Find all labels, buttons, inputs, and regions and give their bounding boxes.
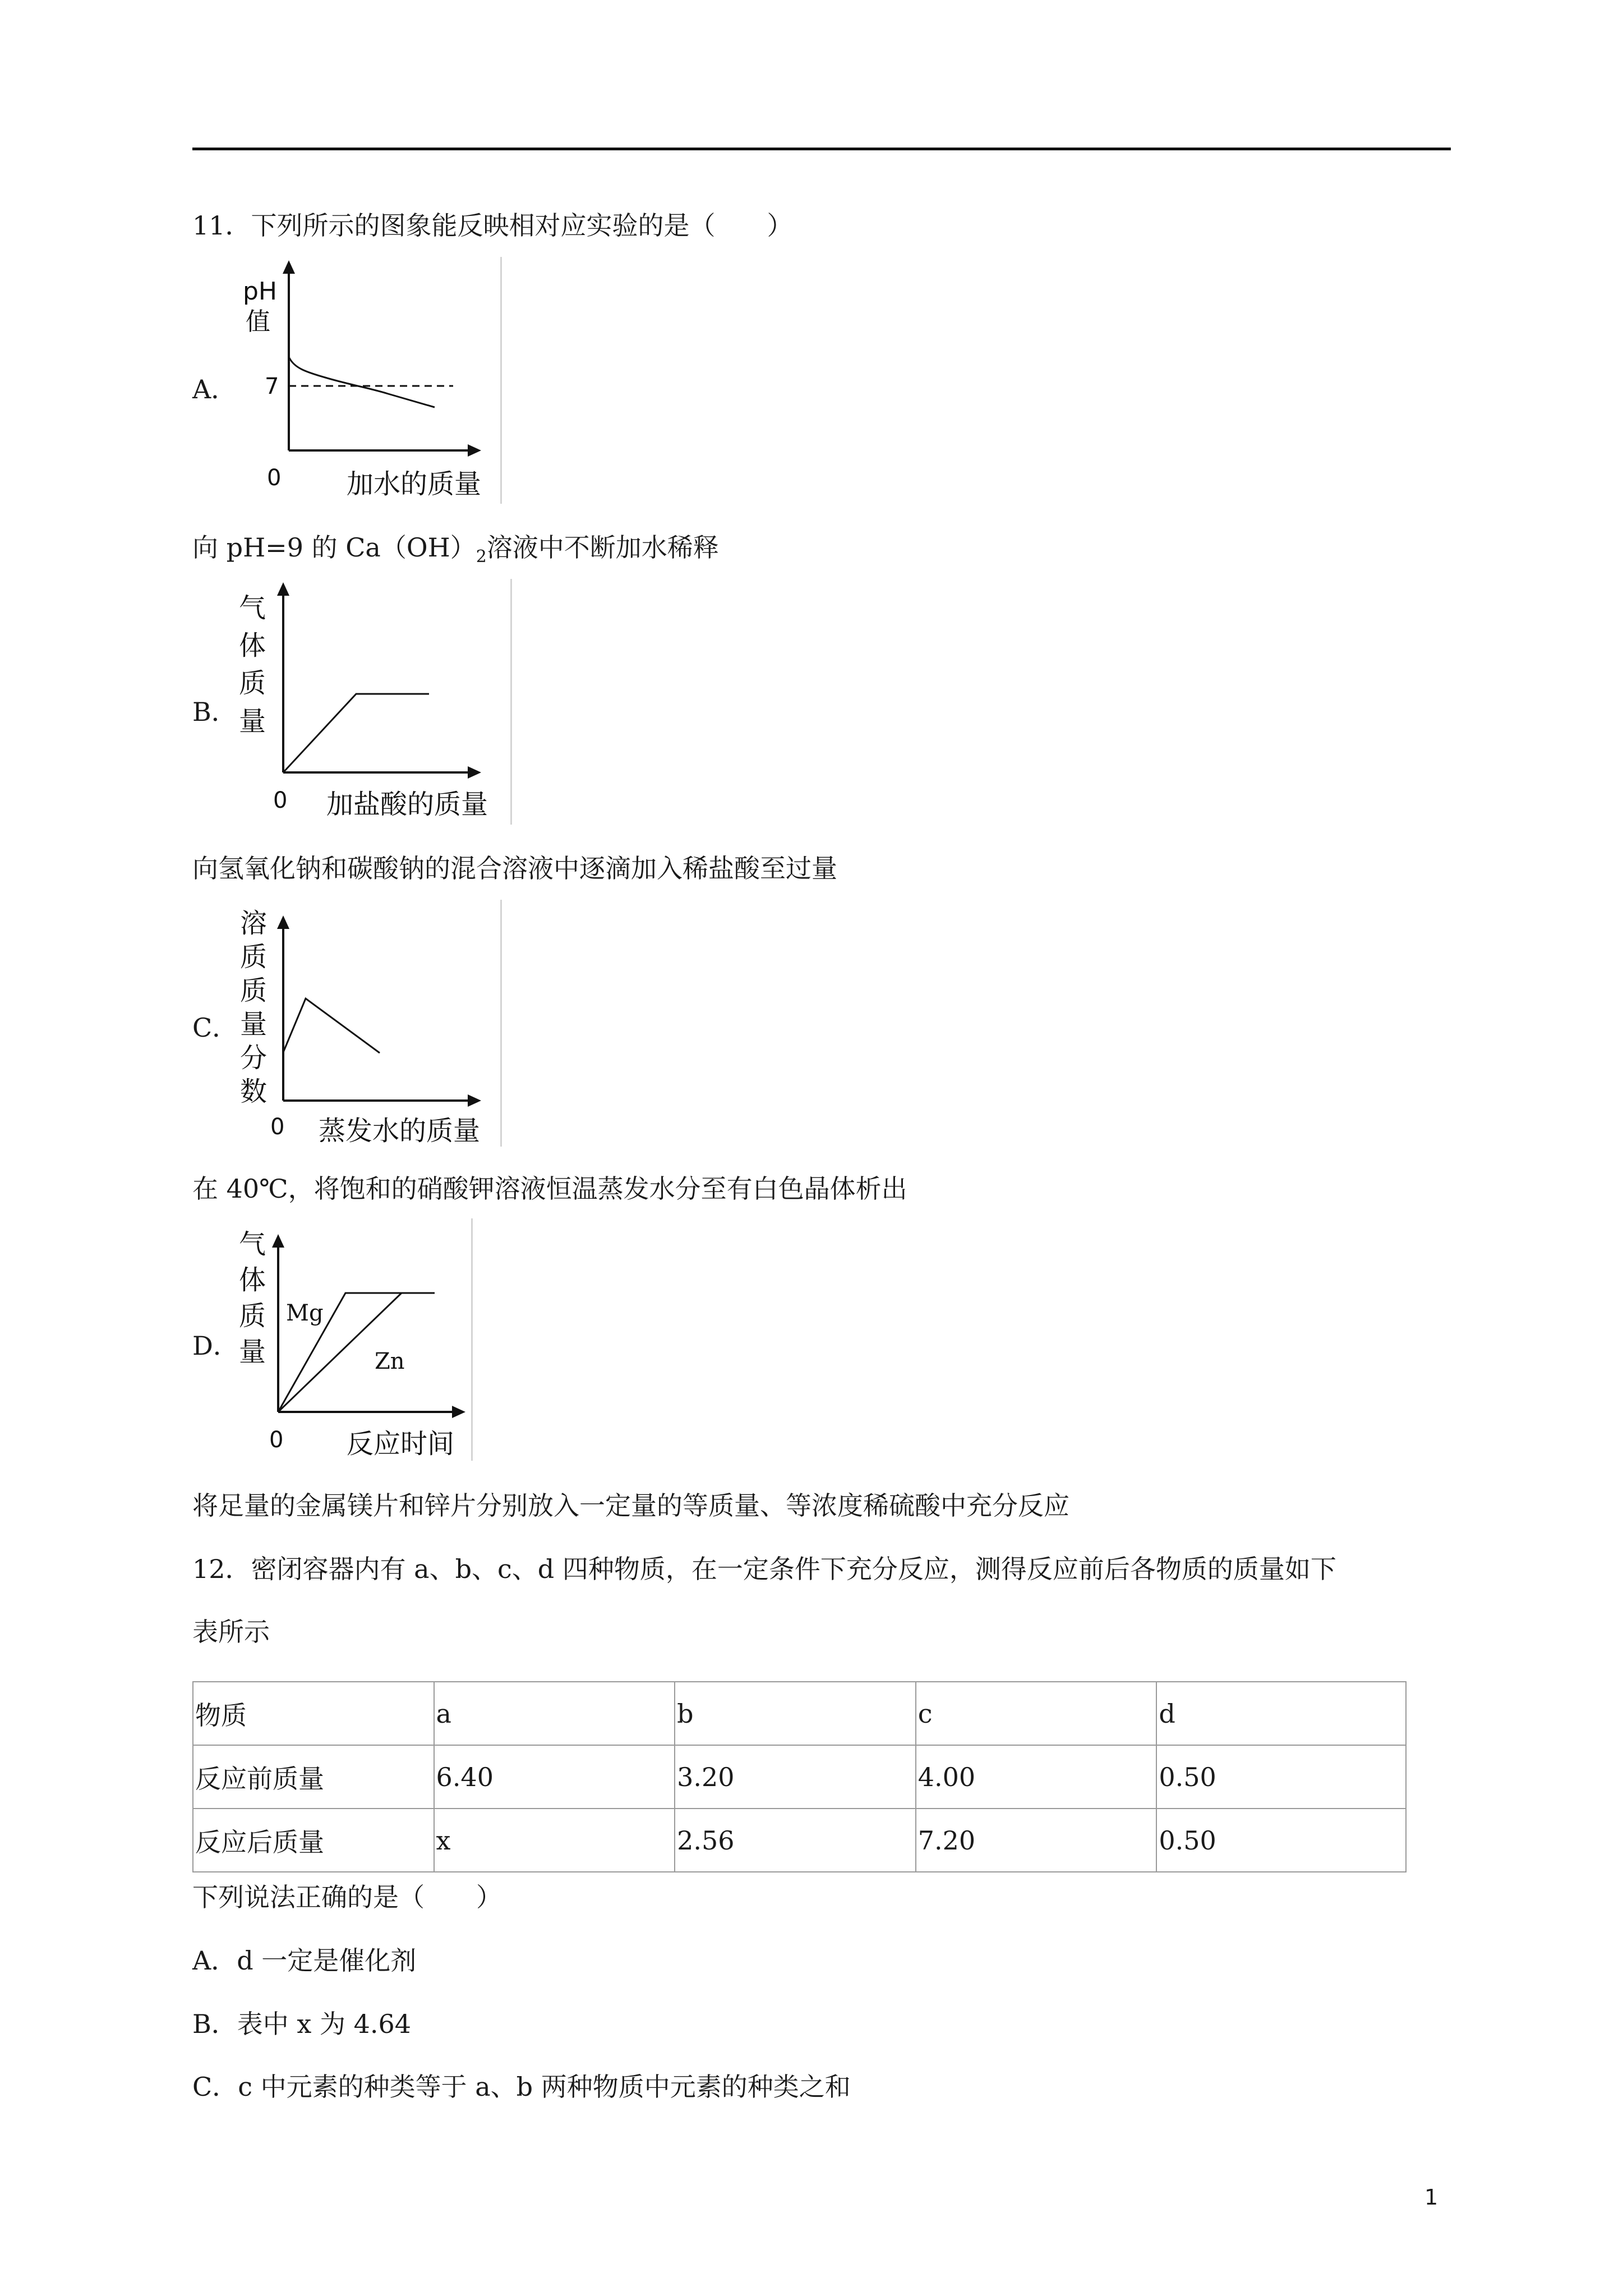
- graph-c-curve: [283, 999, 380, 1053]
- table-cell: 物质: [193, 1682, 434, 1745]
- graph-c-ylabel-6: 数: [240, 1076, 268, 1107]
- graph-d-xlabel: 反应时间: [347, 1428, 455, 1460]
- graph-c-x-arrow: [468, 1094, 481, 1107]
- table-row: [193, 1745, 1406, 1809]
- q12-stem-line-1: 12．密闭容器内有 a、b、c、d 四种物质，在一定条件下充分反应，测得反应前后各物质的质量如下: [192, 1554, 1336, 1584]
- option-b-caption: 向氢氧化钠和碳酸钠的混合溶液中逐滴加入稀盐酸至过量: [192, 853, 837, 884]
- option-d-letter: D．: [192, 1331, 239, 1361]
- graph-d-y-arrow: [272, 1234, 284, 1248]
- table-cell: c: [916, 1682, 1157, 1745]
- graph-d-ylabel-3: 质: [239, 1300, 266, 1332]
- table-cell: 反应前质量: [193, 1745, 434, 1809]
- q12-question: 下列说法正确的是（ ）: [192, 1882, 502, 1912]
- graph-a: [236, 257, 502, 504]
- table-cell: 反应后质量: [193, 1809, 434, 1872]
- graph-a-y-arrow: [283, 260, 295, 274]
- graph-a-curve: [289, 358, 435, 407]
- table-cell: 0.50: [1156, 1809, 1406, 1872]
- graph-d-series-mg: Mg: [286, 1300, 324, 1326]
- graph-d-ylabel-1: 气: [239, 1228, 266, 1260]
- table-cell: 7.20: [916, 1809, 1157, 1872]
- header-rule: [192, 148, 1451, 150]
- graph-a-x-arrow: [468, 444, 481, 457]
- graph-a-ylabel-2: 值: [246, 307, 270, 336]
- graph-d-origin: 0: [269, 1427, 284, 1453]
- graph-d-x-arrow: [452, 1406, 465, 1418]
- graph-b-y-arrow: [277, 582, 289, 596]
- option-c-letter: C．: [192, 1013, 238, 1043]
- graph-a-y-tick-7: 7: [265, 374, 279, 399]
- graph-b-ylabel-2: 体: [239, 630, 266, 661]
- table-header-row: [193, 1682, 1406, 1745]
- q12-choice-b: B．表中 x 为 4.64: [192, 2009, 412, 2039]
- table-cell: a: [434, 1682, 675, 1745]
- graph-d: [236, 1218, 473, 1461]
- graph-c-ylabel-1: 溶: [240, 908, 268, 939]
- graph-a-xlabel: 加水的质量: [347, 468, 482, 500]
- table-cell: x: [434, 1809, 675, 1872]
- table-cell: 3.20: [675, 1745, 916, 1809]
- graph-c-ylabel-5: 分: [240, 1042, 268, 1074]
- graph-b: [236, 579, 512, 825]
- graph-a-origin: 0: [267, 465, 282, 491]
- page-number: 1: [1424, 2185, 1438, 2210]
- option-c-caption: 在 40℃，将饱和的硝酸钾溶液恒温蒸发水分至有白色晶体析出: [192, 1174, 907, 1204]
- table-cell: 2.56: [675, 1809, 916, 1872]
- graph-b-x-arrow: [468, 766, 481, 779]
- option-d-caption: 将足量的金属镁片和锌片分别放入一定量的等质量、等浓度稀硫酸中充分反应: [192, 1490, 1069, 1521]
- table-cell: 0.50: [1156, 1745, 1406, 1809]
- q12-stem-line-2: 表所示: [192, 1617, 270, 1647]
- graph-c: [236, 900, 502, 1147]
- graph-a-ylabel-1: pH: [243, 277, 278, 306]
- graph-c-ylabel-3: 质: [240, 975, 268, 1006]
- graph-c-ylabel-4: 量: [240, 1009, 268, 1040]
- graph-c-xlabel: 蒸发水的质量: [319, 1115, 481, 1147]
- option-a-letter: A．: [192, 374, 237, 404]
- graph-c-ylabel-2: 质: [240, 941, 268, 973]
- table-cell: 4.00: [916, 1745, 1157, 1809]
- graph-b-ylabel-4: 量: [239, 706, 266, 737]
- table-row: [193, 1809, 1406, 1872]
- table-cell: d: [1156, 1682, 1406, 1745]
- graph-b-ylabel-1: 气: [239, 592, 266, 624]
- graph-c-y-arrow: [277, 915, 289, 929]
- graph-c-origin: 0: [270, 1114, 285, 1140]
- graph-d-series-zn: Zn: [375, 1349, 405, 1374]
- option-b-letter: B．: [192, 697, 237, 727]
- graph-b-origin: 0: [273, 788, 288, 813]
- table-cell: b: [675, 1682, 916, 1745]
- table-cell: 6.40: [434, 1745, 675, 1809]
- graph-d-ylabel-4: 量: [239, 1336, 266, 1368]
- graph-b-xlabel: 加盐酸的质量: [326, 789, 488, 820]
- q11-stem: 11．下列所示的图象能反映相对应实验的是（ ）: [192, 210, 793, 241]
- graph-b-curve: [283, 694, 429, 772]
- q12-choice-c: C．c 中元素的种类等于 a、b 两种物质中元素的种类之和: [192, 2072, 851, 2102]
- graph-b-ylabel-3: 质: [239, 668, 266, 699]
- option-a-caption: 向 pH=9 的 $Ca(OH)_2$溶液中不断加水稀释: [192, 532, 719, 567]
- q12-choice-a: A．d 一定是催化剂: [192, 1945, 417, 1976]
- graph-d-ylabel-2: 体: [239, 1264, 266, 1296]
- mass-table: [192, 1681, 1407, 1872]
